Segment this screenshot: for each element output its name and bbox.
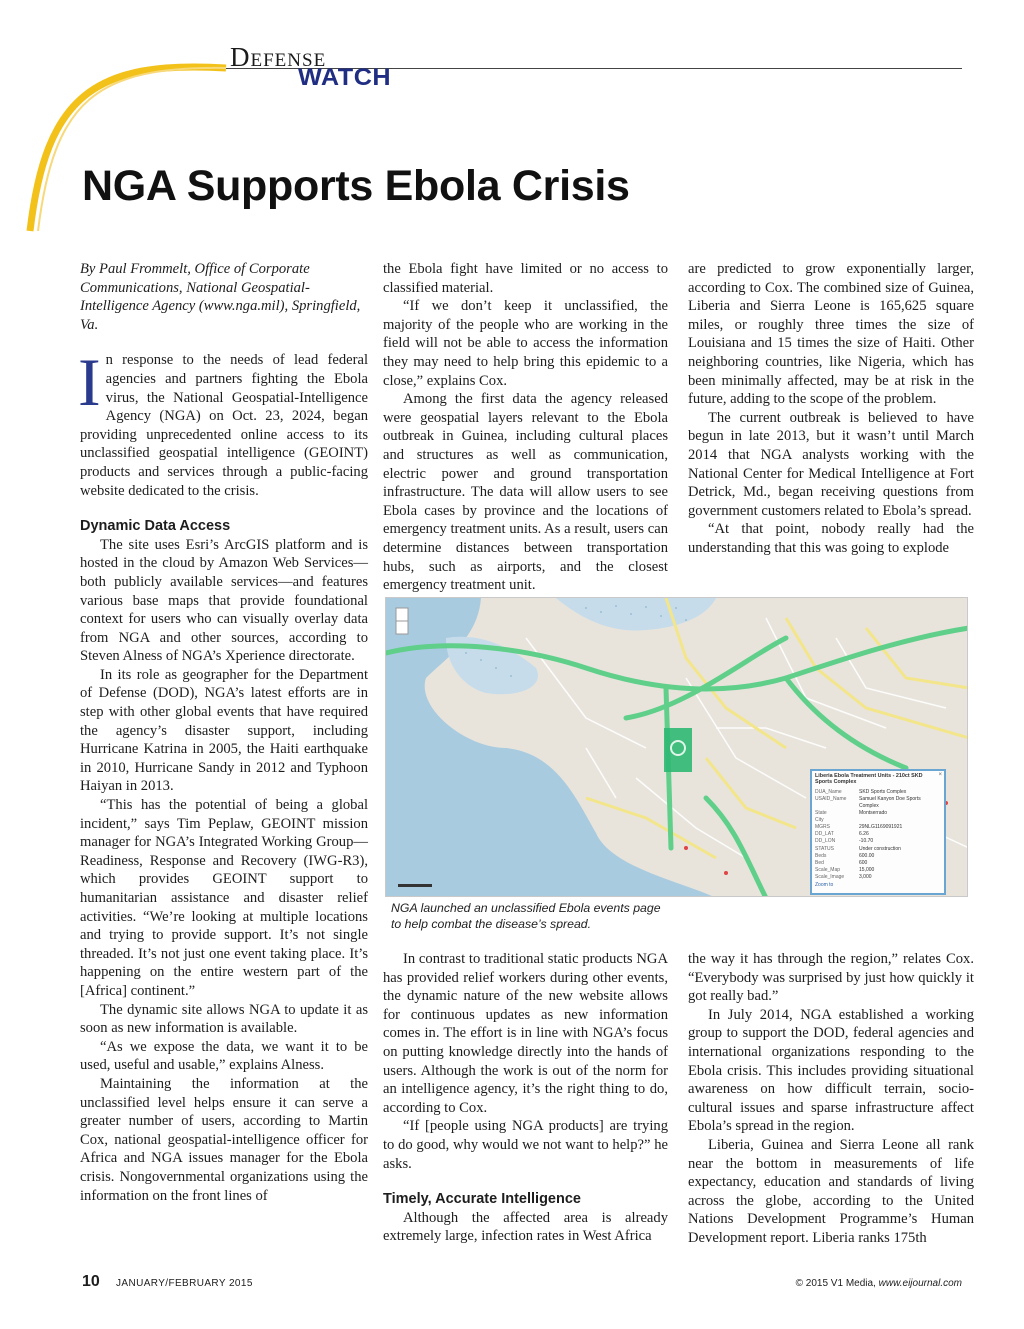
intro-paragraph [78, 344, 368, 500]
page-number: 10 [82, 1273, 100, 1290]
close-icon[interactable]: × [938, 772, 942, 778]
popup-row: Bed 600 [815, 859, 868, 866]
paragraph: Liberia, Guinea and Sierra Leone all rank near the bottom in measurements of life expectancy, education and standards of living across the globe, according to the United Nations Development Programme’s Human Development report. Liberia ranks 175th [688, 1136, 974, 1246]
popup-row: Beds 600.00 [815, 852, 875, 859]
subhead-timely-accurate-intelligence: Timely, Accurate Intelligence [383, 1191, 581, 1208]
popup-row: MGRS 29NLG1169091921 [815, 824, 903, 831]
popup-row: State Montserrado [815, 810, 888, 817]
article-column-3-bottom [688, 950, 974, 1248]
subhead-dynamic-data-access: Dynamic Data Access [80, 518, 231, 535]
map-feature-popup [810, 769, 946, 895]
paragraph: In July 2014, NGA established a working group to support the DOD, federal agencies and international organizations responding to the Ebola crisis. This includes providing situational awareness on how difficult terrain, socio-cultural issues and sparse infrastructure affect Ebola’s spread in the region. [688, 1006, 974, 1135]
paragraph: In contrast to traditional static products NGA has provided relief workers during other events, the dynamic nature of the new website allows for continuous updates as new information comes in. The effort is in line with NGA’s focus on putting knowledge directly into the hands of users. Although the work is out of the norm for an intelligence agency, it’s the right thing to do, according to Cox. [383, 951, 668, 1116]
issue-date: JANUARY/FEBRUARY 2015 [116, 1278, 253, 1289]
paragraph-continued: the Ebola fight have limited or no access to classified material. [383, 261, 668, 296]
popup-row: City [815, 817, 824, 824]
paragraph: “If [people using NGA products] are trying to do good, why would we not want to help?” he asks. [383, 1118, 668, 1172]
popup-row: USAID_Name Samuel Kanyon Doe Sports Complex [815, 795, 921, 809]
popup-row: DD_LON -10.70 [815, 838, 874, 845]
popup-title: Liberia Ebola Treatment Units - 210ct SKD Sports Complex [815, 773, 923, 786]
figure-caption: NGA launched an unclassified Ebola events page to help combat the disease’s spread. [391, 901, 661, 931]
popup-row: DD_LAT 6.26 [815, 831, 869, 838]
paragraph: The site uses Esri’s ArcGIS platform and is hosted in the cloud by Amazon Web Services—both publicly available services—and features various base maps that provide foundational context for users who can visually overlay data from NGA and other sources, according to Steven Alness of NGA’s Xperience directorate. [80, 536, 368, 665]
paragraph: “At that point, nobody really had the understanding that this was going to explode [688, 521, 974, 556]
copyright-line [796, 1279, 962, 1289]
paragraph-continued: the way it has through the region,” relates Cox. “Everybody was surprised by just how quickly it got really bad.” [688, 951, 974, 1005]
popup-row: DUA_Name SKD Sports Complex [815, 788, 907, 795]
paragraph: Maintaining the information at the unclassified level helps ensure it can serve a greater number of users, according to Martin Cox, national geospatial-intelligence officer for Africa and NGA issues manager for the Ebola crisis. Nongovernmental organizations using the information on the front lines of [80, 1075, 368, 1204]
paragraph: “If we don’t keep it unclassified, the majority of the people who are working in the field will not be able to access the information they may need to help bring this epidemic to a close,” explains Cox. [383, 298, 668, 389]
popup-row: Scale_Map 15,000 [815, 866, 875, 873]
paragraph: Among the first data the agency released were geospatial layers relevant to the Ebola outbreak in Guinea, including cultural places and structures as well as communication, electric power and ground transportation infrastructure. The data will allow users to see Ebola cases by province and the locations of emergency treatment units. As a result, users can determine distances between transportation hubs, such as airports, and the closest emergency treatment unit. [383, 391, 668, 594]
drop-cap: I [78, 344, 101, 421]
article-column-2-bottom [383, 950, 668, 1246]
popup-row: Scale_Image 3,000 [815, 873, 872, 880]
article-column-1 [80, 260, 368, 1205]
popup-row: STATUS Under construction [815, 845, 901, 852]
copyright-text: © 2015 V1 Media, [795, 1278, 879, 1289]
ebola-map-figure [385, 597, 968, 897]
article-column-2-top [383, 260, 668, 595]
paragraph: Although the affected area is already extremely large, infection rates in West Africa [383, 1209, 668, 1245]
paragraph: In its role as geographer for the Department of Defense (DOD), NGA’s latest efforts are in step with other global events that have required the agency’s disaster support, including Hurricane Katrina in 2005, the Haiti earthquake in 2010, Hurricane Sandy in 2012 and Typhoon Haiyan in 2013. [80, 666, 368, 795]
paragraph: “This has the potential of being a global incident,” says Tim Peplaw, GEOINT mission manager for NGA’s Integrated Working Group—Readiness, Response and Recovery (IWG-R3), which provides GEOINT support to humanitarian assistance and disaster relief activities. “We’re looking at multiple locations and trying to provide support. It’s not single threaded. It’s not just one event taking place. It’s happening on the entire western part of the [Africa] continent.” [80, 797, 368, 999]
zoom-to-link[interactable]: Zoom to [815, 882, 834, 889]
paragraph: The current outbreak is believed to have begun in late 2013, but it wasn’t until March 2014 that NGA analysts working with the National Center for Medical Intelligence at Fort Detrick, Md., began receiving questions from government customers related to Ebola’s spread. [688, 409, 974, 519]
intro-text: n response to the needs of lead federal agencies and partners fighting the Ebola virus, the National Geospatial-Intelligence Agency (NGA) on Oct. 23, 2024, began providing unprecedented online access to its unclassified geospatial intelligence (GEOINT) products and services through a public-facing website dedicated to the crisis. [80, 352, 368, 499]
website-link[interactable]: www.eijournal.com [878, 1278, 962, 1289]
byline: By Paul Frommelt, Office of Corporate Communications, National Geospatial-Intelligence Agency (www.nga.mil), Springfield, Va. [80, 261, 361, 333]
paragraph: “As we expose the data, we want it to be used, useful and usable,” explains Alness. [80, 1038, 368, 1074]
section-label-defense: Defense [230, 42, 327, 72]
paragraph: The dynamic site allows NGA to update it as soon as new information is available. [80, 1001, 368, 1037]
section-label-watch: WATCH [298, 64, 392, 91]
article-title: NGA Supports Ebola Crisis [82, 162, 630, 210]
article-column-3-top [688, 260, 974, 558]
paragraph-continued: are predicted to grow exponentially larger, according to Cox. The combined size of Guinea, Liberia and Sierra Leone is 165,625 square miles, or roughly three times the size of Louisiana and 15 times the size of Haiti. Other neighboring countries, like Nigeria, which has been minimally affected, may be at risk in the future, adding to the scope of the problem. [688, 261, 974, 408]
